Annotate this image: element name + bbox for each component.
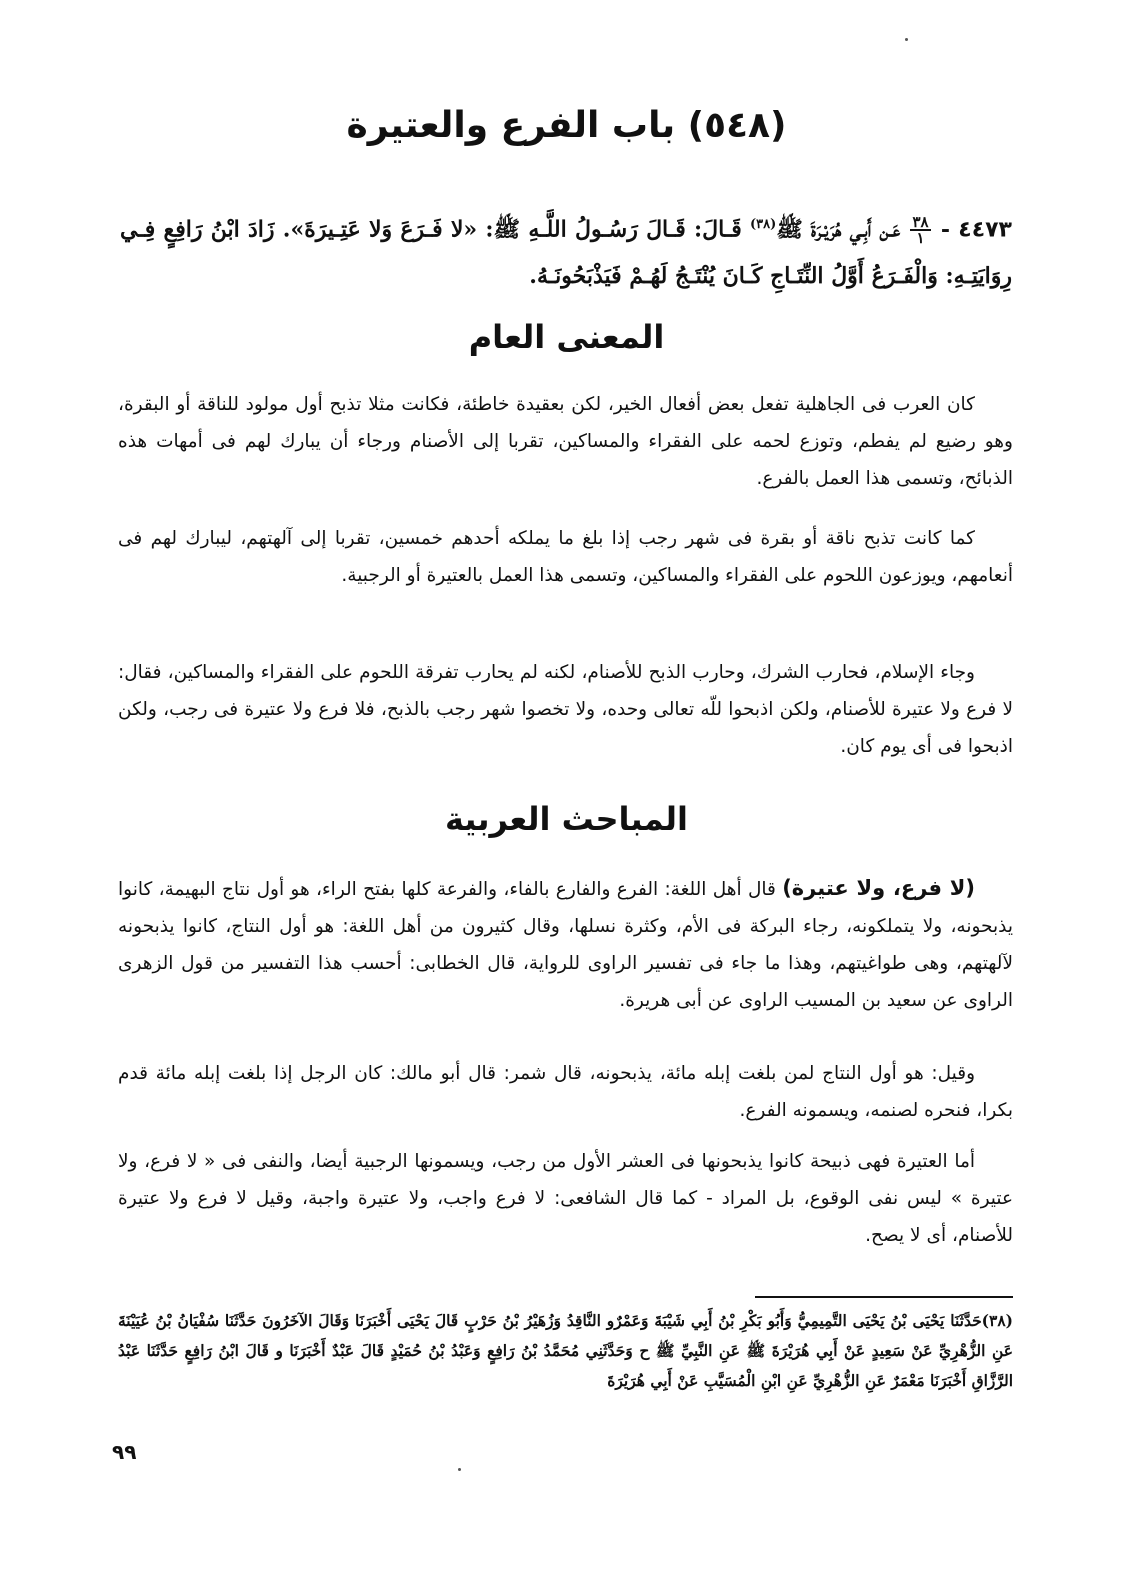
hadith-ref-bottom: ١ (916, 229, 925, 248)
footnote: (٣٨)حَدَّثَنَا يَحْيَى بْنُ يَحْيَى التَّمِيمِيُّ وَأَبُو بَكْرِ بْنُ أَبِي شَيْبَةَ وَعَمْرٌو النَّاقِدُ وَزُهَيْرُ بْنُ حَرْبٍ قَالَ يَحْيَى أَخْبَرَنَا وَقَالَ الآخَرُونَ حَدَّثَنَا سُفْيَانُ بْنُ عُيَيْنَةَ عَنِ الزُّهْرِيِّ عَنْ سَعِيدٍ عَنْ أَبِي هُرَيْرَةَ ﷺ عَنِ النَّبِيِّ ﷺ ح وَحَدَّثَنِي مُحَمَّدُ بْنُ رَافِعٍ وَعَبْدُ بْنُ حُمَيْدٍ قَالَ عَبْدٌ أَخْبَرَنَا و قَالَ ابْنُ رَافِعٍ حَدَّثَنَا عَبْدُ الرَّزَّاقِ أَخْبَرَنَا مَعْمَرٌ عَنِ الزُّهْرِيِّ عَنِ ابْنِ الْمُسَيَّبِ عَنْ أَبِي هُرَيْرَةَ (118, 1311, 1013, 1390)
footnote-mark: (٣٨) (750, 217, 777, 232)
hadith-text: ٤٤٧٣ - $\frac{٣٨}{١}$ عَـن أَبِـي هُرَيْـرَةَ ﷺ$^{(٣٨)}$ قَـالَ: قَـالَ رَسُـولُ اللَّـهِ ﷺ: «لا فَـرَعَ وَلا عَتِـيرَةَ». زَادَ ابْنُ رَافِعٍ فِـي رِوَايَتِـهِ: وَالْفَـرَعُ أَوَّلُ النِّتَـاجِ كَـانَ يُنْتَـجُ لَهُـمْ فَيَذْبَحُونَـهُ. (120, 213, 1012, 290)
paragraph: كما كانت تذبح ناقة أو بقرة فى شهر رجب إذا بلغ ما يملكه أحدهم خمسين، تقربا إلى آلهتهم، ليبارك لهم فى أنعامهم، ويوزعون اللحوم على الفقراء والمساكين، وتسمى هذا العمل بالعتيرة أو الرجبية. (118, 528, 1013, 586)
hadith-ref-top: ٣٨ (912, 213, 929, 232)
page-number: ٩٩ (112, 1440, 137, 1464)
hadith-chain: عَـن أَبِـي هُرَيْـرَةَ ﷺ (776, 216, 901, 243)
paragraph: وجاء الإسلام، فحارب الشرك، وحارب الذبح للأصنام، لكنه لم يحارب تفرقة اللحوم على الفقراء والمساكين، فقال: لا فرع ولا عتيرة للأصنام، ولكن اذبحوا للّه تعالى وحده، ولا تخصوا شهر رجب بالذبح، فلا فرع ولا عتيرة فى رجب، ولكن اذبحوا فى أى يوم كان. (118, 662, 1013, 757)
hadith-ref-fraction (910, 213, 930, 248)
paragraph: كان العرب فى الجاهلية تفعل بعض أفعال الخير، لكن بعقيدة خاطئة، فكانت مثلا تذبح أول مولود للناقة أو البقرة، وهو رضيع لم يفطم، وتوزع لحمه على الفقراء والمساكين، تقربا إلى الأصنام ورجاء أن يبارك لهم فى أمهات هذه الذبائح، وتسمى هذا العمل بالفرع. (118, 394, 1013, 489)
paragraph: أما العتيرة فهى ذبيحة كانوا يذبحونها فى العشر الأول من رجب، ويسمونها الرجبية أيضا، والنفى فى « لا فرع، ولا عتيرة » ليس نفى الوقوع، بل المراد - كما قال الشافعى: لا فرع واجب، ولا عتيرة واجبة، وقيل لا فرع ولا عتيرة للأصنام، أى لا يصح. (118, 1151, 1013, 1246)
hadith-body: قَـالَ: قَـالَ رَسُـولُ اللَّـهِ ﷺ: «لا فَـرَعَ وَلا عَتِـيرَةَ». زَادَ ابْنُ رَافِعٍ فِـي رِوَايَتِـهِ: وَالْفَـرَعُ أَوَّلُ النِّتَـاجِ كَـانَ يُنْتَـجُ لَهُـمْ فَيَذْبَحُونَـهُ. (120, 216, 1012, 290)
paragraph: وقيل: هو أول النتاج لمن بلغت إبله مائة، يذبحونه، قال شمر: قال أبو مالك: كان الرجل إذا بلغت إبله مائة قدم بكرا، فنحره لصنمه، ويسمونه الفرع. (118, 1063, 1013, 1121)
section-heading-arabic-topics: المباحث العربية (444, 800, 689, 838)
scan-speck (458, 1468, 461, 1471)
paragraph-body: قال أهل اللغة: الفرع والفارع بالفاء، والفرعة كلها بفتح الراء، هو أول نتاج البهيمة، كانوا يذبحونه، ولا يتملكونه، رجاء البركة فى الأم، وكثرة نسلها، وقال كثيرون من أهل اللغة: هو أول النتاج، كانوا يذبحونه لآلهتهم، وهى طواغيتهم، وهذا ما جاء فى تفسير الراوى للرواية، قال الخطابى: أحسب هذا التفسير من قول الزهرى الراوى عن سعيد بن المسيب الراوى عن أبى هريرة. (118, 879, 1013, 1011)
hadith-number: ٤٤٧٣ (958, 217, 1012, 243)
section-heading-general-meaning: المعنى العام (468, 318, 665, 356)
footnote-divider (755, 1296, 1013, 1298)
lead-phrase: (لا فرع، ولا عتيرة) (782, 876, 976, 900)
paragraph (118, 870, 1013, 1019)
scan-speck (905, 38, 908, 41)
chapter-title: (٥٤٨) باب الفرع والعتيرة (346, 105, 787, 146)
